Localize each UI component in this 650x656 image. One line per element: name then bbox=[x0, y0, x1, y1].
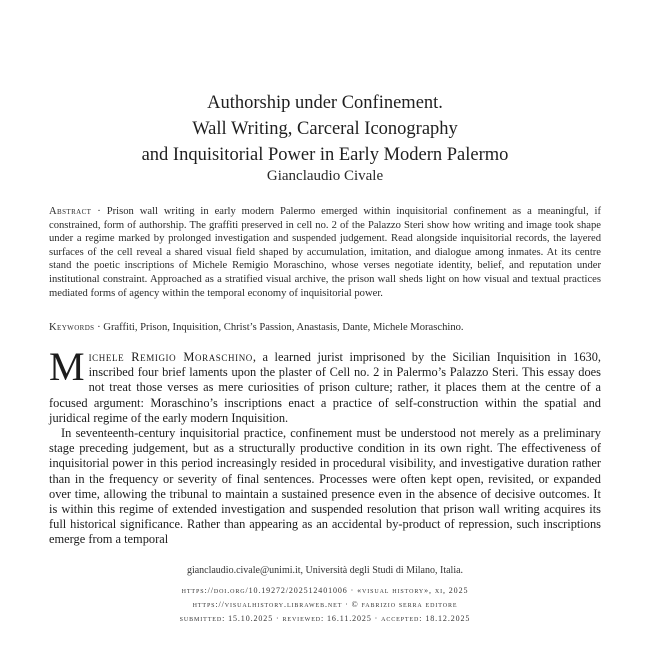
keywords bbox=[49, 321, 601, 335]
keywords-text: Graffiti, Prison, Inquisition, Christ’s Passion, Anastasis, Dante, Michele Moraschino. bbox=[103, 322, 464, 333]
author-affiliation: gianclaudio.civale@unimi.it, Università degli Studi di Milano, Italia. bbox=[186, 565, 464, 576]
dates-line: submitted: 15.10.2025 · reviewed: 16.11.2025 · accepted: 18.12.2025 bbox=[179, 614, 471, 623]
author-name: Gianclaudio Civale bbox=[266, 168, 384, 184]
title-line-1: Authorship under Confinement. bbox=[207, 93, 443, 113]
publisher-line: https://visualhistory.libraweb.net · © fabrizio serra editore bbox=[192, 600, 458, 609]
paragraph-1 bbox=[49, 344, 602, 426]
abstract-separator: · bbox=[91, 206, 107, 217]
title-line-2: Wall Writing, Carceral Iconography bbox=[192, 119, 458, 139]
body-text bbox=[49, 344, 602, 548]
abstract-label: Abstract bbox=[49, 206, 92, 217]
doi-line: https://doi.org/10.19272/202512401006 · «visual history», xi, 2025 bbox=[181, 586, 469, 595]
article-title bbox=[0, 90, 650, 168]
paragraph-1-text: , a learned jurist imprisoned by the Sicilian Inquisition in 1630, inscribed four brief laments upon the plaster of Cell no. 2 in Palermo’s Palazzo Steri. This essay does not treat those verses as mere curiosities of prison culture; rather, it places them at the centre of a focused argument: Moraschino’s inscriptions enact a practice of self-construction within the spatial and juridical regime of the early modern Inquisition. bbox=[49, 350, 602, 425]
title-line-3: and Inquisitorial Power in Early Modern Palermo bbox=[141, 145, 509, 165]
abstract-text: Prison wall writing in early modern Palermo emerged within inquisitorial confinement as a meaningful, if constrained, form of authorship. The graffiti preserved in cell no. 2 of the Palazzo Steri show how writing and image took shape under a regime marked by prolonged investigation and suspended judgement. Read alongside inquisitorial records, the layered surfaces of the cell reveal a shared visual field shaped by accumulation, imitation, and dialogue among inmates. At its centre stand the poetic inscriptions of Michele Remigio Moraschino, whose verses negotiate identity, belief, and reputation under institutional constraint. Approached as a stratified visual archive, the prison wall sheds light on how visual and textual practices mediated forms of agency within the temporal economy of inquisitorial power. bbox=[49, 206, 602, 299]
keywords-separator: · bbox=[94, 322, 104, 333]
paragraph-2: In seventeenth-century inquisitorial practice, confinement must be understood not merely as a preliminary stage preceding judgement, but as a structurally productive condition in its own right. The effectiveness of inquisitorial power in this period increasingly resided in procedural visibility, and investigative duration rather than in the frequency or severity of final sentences. Processes were often kept open, revisited, or expanded over time, allowing the tribunal to maintain a sustained presence even in the absence of decisive outcomes. It is within this regime of extended investigation and suspended resolution that prison wall writing acquires its full historical significance. Rather than appearing as an accidental by-product of repression, such inscriptions emerge from a temporal bbox=[49, 426, 601, 547]
lead-in: ichele Remigio Moraschino bbox=[88, 350, 253, 364]
drop-cap: M bbox=[49, 344, 85, 389]
abstract bbox=[49, 205, 601, 300]
keywords-label: Keywords bbox=[49, 322, 95, 333]
